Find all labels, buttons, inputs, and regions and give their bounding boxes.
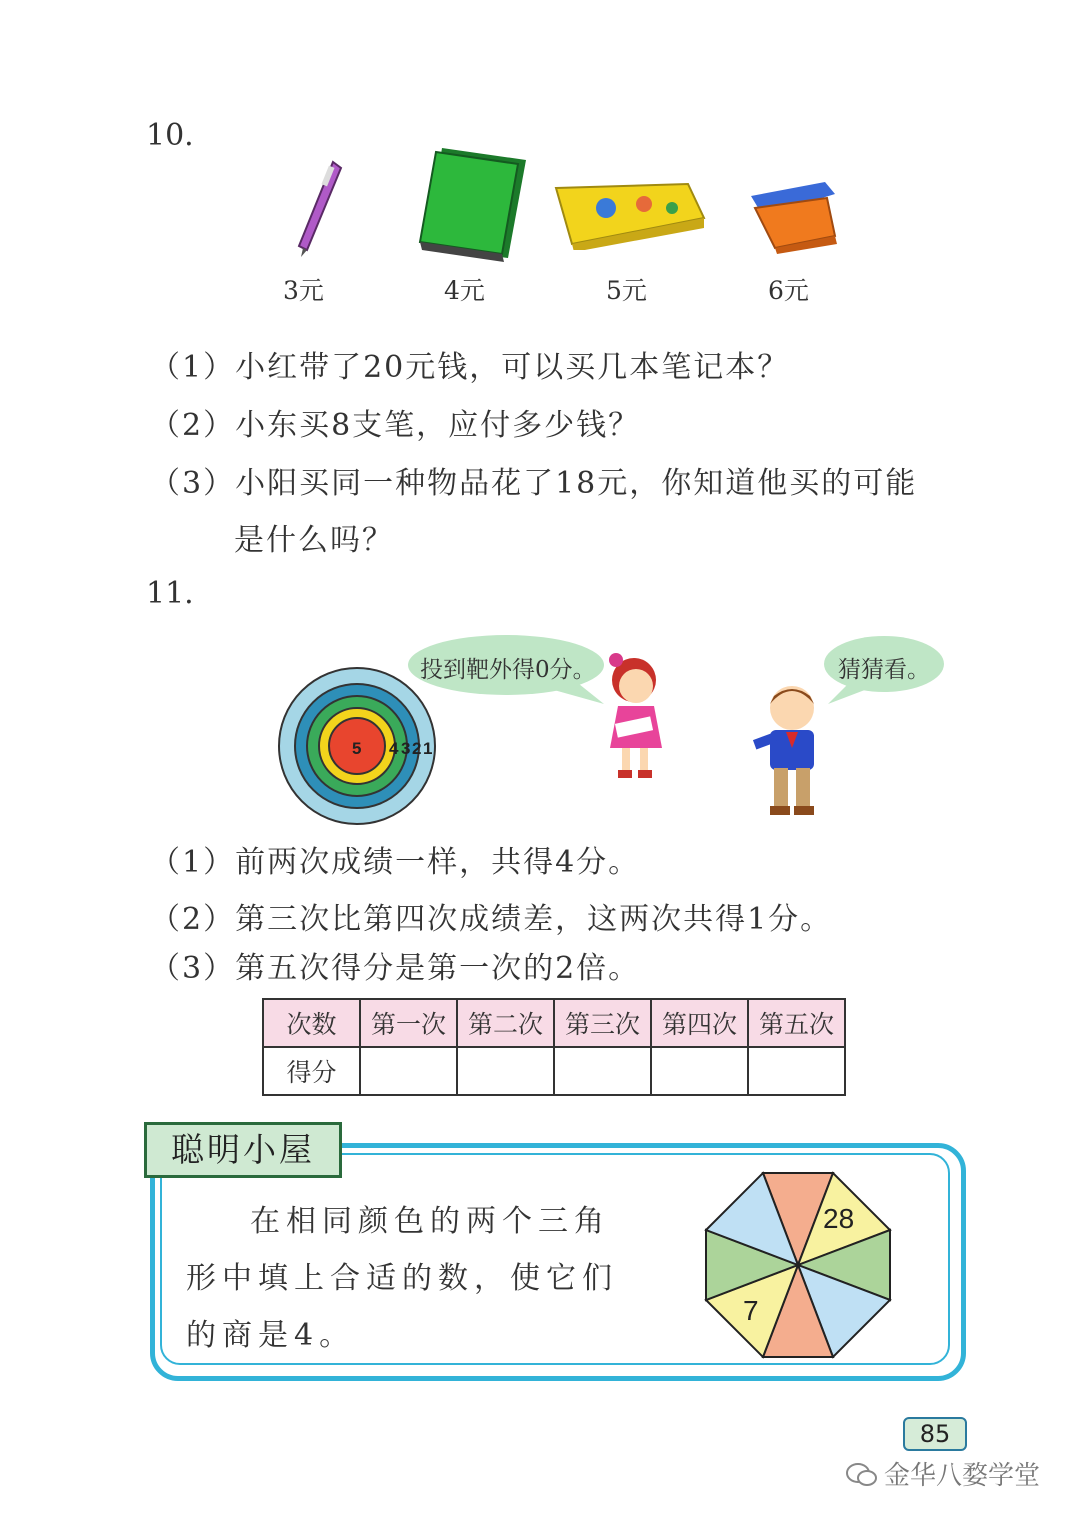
problem-11-question-3: （3）第五次得分是第一次的2倍。 <box>150 951 641 986</box>
stapler-price: 6元 <box>768 276 809 305</box>
score-table-header-cell: 次数 <box>263 999 360 1047</box>
smart-house-title: 聪明小屋 <box>144 1122 342 1178</box>
pen-price: 3元 <box>283 276 324 305</box>
score-table-header-cell: 第五次 <box>748 999 845 1047</box>
pencil-case-image <box>548 178 708 250</box>
smart-house-text-line-3: 的商是4。 <box>186 1318 356 1353</box>
girl-illustration <box>596 650 676 785</box>
score-table <box>262 998 846 1096</box>
score-table-header-cell: 第二次 <box>457 999 554 1047</box>
score-table-header-cell: 第四次 <box>651 999 748 1047</box>
score-table-header-cell: 第一次 <box>360 999 457 1047</box>
score-cell-2[interactable] <box>457 1047 554 1095</box>
problem-10-question-3: （3）小阳买同一种物品花了18元，你知道他买的可能 <box>150 466 918 501</box>
pencil-case-price: 5元 <box>606 276 647 305</box>
boy-illustration <box>740 682 835 822</box>
speech-bubble-boy-text: 猜猜看。 <box>838 657 930 683</box>
score-cell-4[interactable] <box>651 1047 748 1095</box>
problem-10-question-3-cont: 是什么吗？ <box>234 523 394 558</box>
target-label-4: 4 <box>389 739 399 758</box>
target-label-5: 5 <box>352 739 362 758</box>
score-table-header-cell: 第三次 <box>554 999 651 1047</box>
problem-10-question-2: （2）小东买8支笔，应付多少钱？ <box>150 408 641 443</box>
target-label-2: 2 <box>412 739 422 758</box>
score-cell-3[interactable] <box>554 1047 651 1095</box>
stapler-image <box>745 176 840 256</box>
notebook-price: 4元 <box>444 276 485 305</box>
page-number: 85 <box>903 1417 967 1451</box>
target-label-3: 3 <box>401 739 411 758</box>
smart-house-text-line-1: 在相同颜色的两个三角 <box>250 1204 610 1239</box>
score-cell-5[interactable] <box>748 1047 845 1095</box>
octagon-number-28: 28 <box>823 1203 855 1234</box>
pen-image <box>295 158 345 258</box>
score-table-row <box>263 1047 845 1095</box>
wechat-icon <box>846 1462 878 1488</box>
problem-11-question-2: （2）第三次比第四次成绩差，这两次共得1分。 <box>150 902 833 937</box>
watermark-text: 金华八婺学堂 <box>884 1461 1041 1491</box>
octagon-puzzle <box>703 1170 893 1360</box>
problem-11-number: 11. <box>146 576 194 611</box>
speech-bubble-girl-text: 投到靶外得0分。 <box>420 657 596 683</box>
problem-11-question-1: （1）前两次成绩一样，共得4分。 <box>150 845 641 880</box>
octagon-number-7: 7 <box>743 1295 759 1326</box>
score-table-header-row <box>263 999 845 1047</box>
problem-10-number: 10. <box>146 118 194 153</box>
problem-10-question-1: （1）小红带了20元钱，可以买几本笔记本？ <box>150 350 790 385</box>
score-cell-1[interactable] <box>360 1047 457 1095</box>
score-table-row-label: 得分 <box>263 1047 360 1095</box>
smart-house-text-line-2: 形中填上合适的数，使它们 <box>186 1261 618 1296</box>
target-label-1: 1 <box>423 739 433 758</box>
notebook-image <box>412 146 532 266</box>
